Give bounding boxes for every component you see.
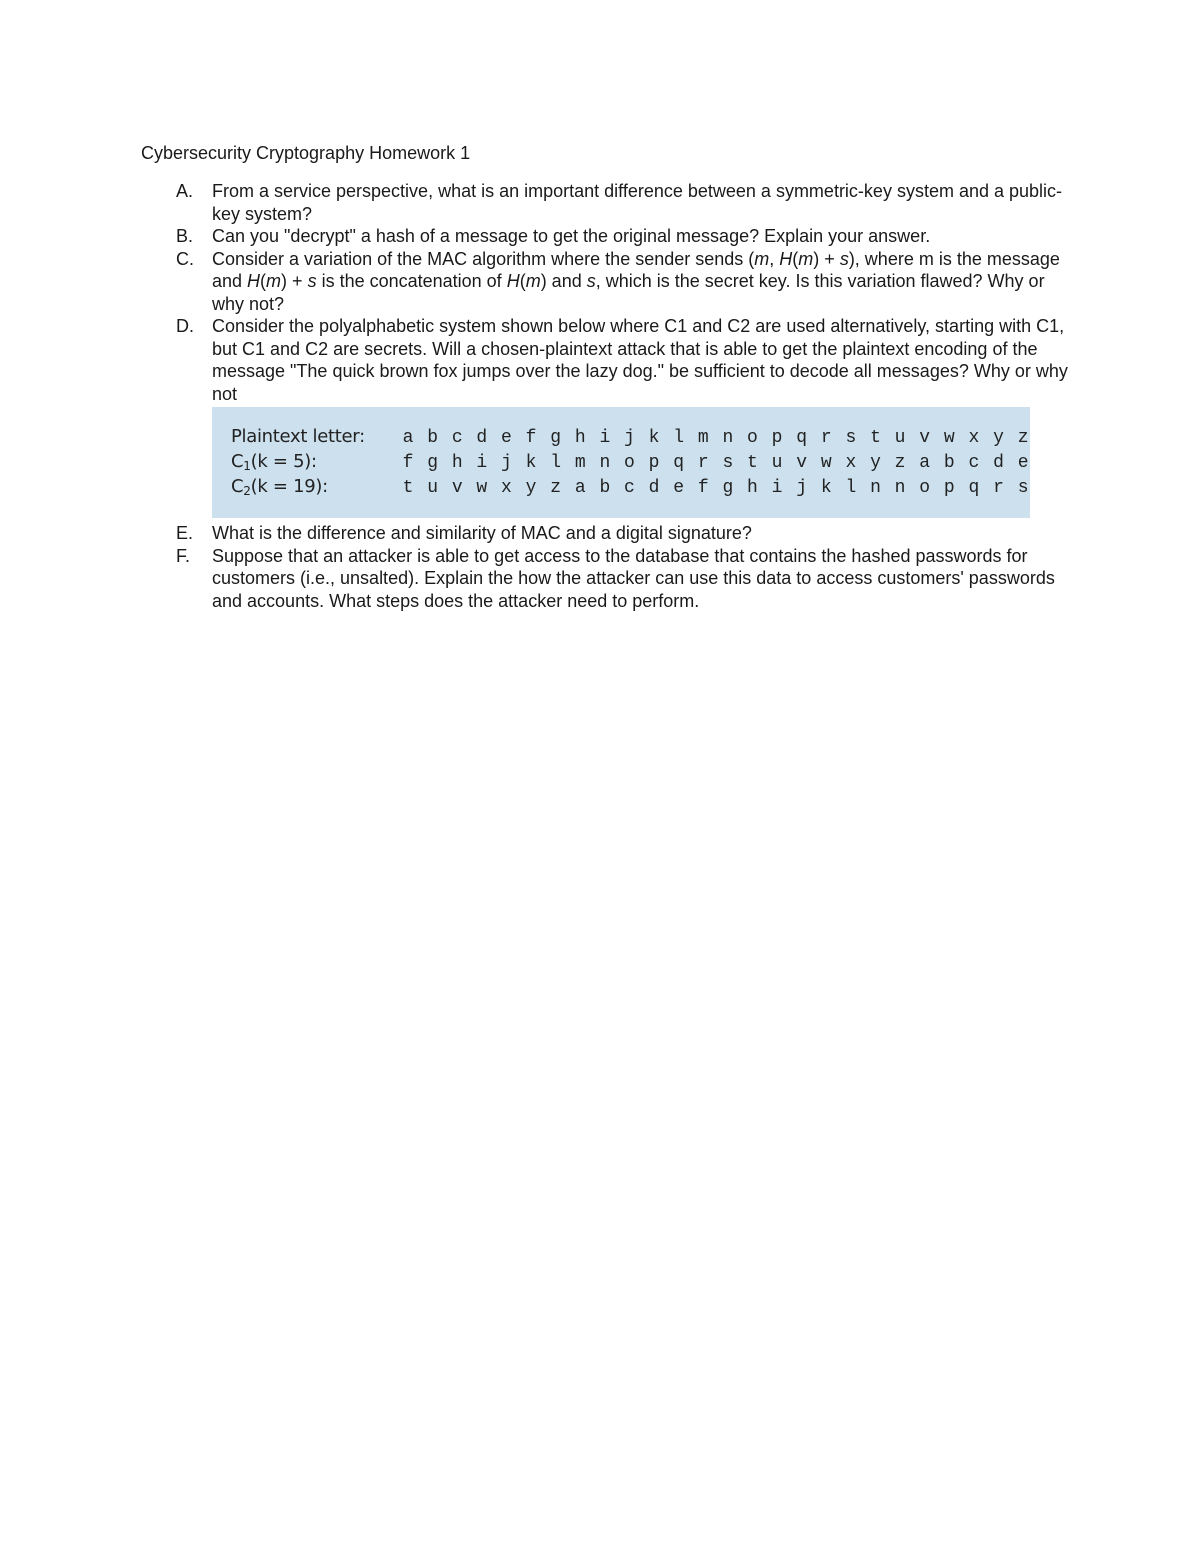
question-marker: E. xyxy=(176,523,194,543)
cipher-row-letters: f g h i j k l m n o p q r s t u v w x y z a b c d e xyxy=(402,453,1030,473)
label-text: C xyxy=(231,476,244,497)
text-run: ) + xyxy=(813,248,840,269)
text-run: ), where m is the message and xyxy=(212,248,1060,291)
question-marker: D. xyxy=(176,316,194,336)
text-run: ) + xyxy=(281,271,308,291)
text-run: ) and xyxy=(540,271,587,291)
text-run: is the concatenation of xyxy=(316,271,507,291)
question-e xyxy=(141,522,1071,545)
label-text: C xyxy=(231,451,244,472)
text-run: , which is the secret key. Is this variation flawed? Why or why not? xyxy=(212,271,1045,314)
label-text: Plaintext letter: xyxy=(231,426,365,447)
question-text: What is the difference and similarity of MAC and a digital signature? xyxy=(212,523,752,543)
question-c xyxy=(141,248,1071,316)
cipher-row-label xyxy=(231,476,403,498)
math-var: m xyxy=(798,248,814,269)
question-b xyxy=(141,225,1071,248)
label-subscript: 1 xyxy=(243,459,251,473)
text-run: ( xyxy=(260,271,267,291)
question-a xyxy=(141,180,1071,225)
cipher-row-letters: a b c d e f g h i j k l m n o p q r s t u v w x y z xyxy=(402,428,1030,448)
text-run: ( xyxy=(519,271,526,291)
text-run: Consider a variation of the MAC algorithm where the sender sends ( xyxy=(212,248,755,269)
label-text: (k = 19): xyxy=(250,476,328,497)
cipher-table xyxy=(212,407,1030,518)
cipher-row-label xyxy=(231,426,403,447)
text-run: ( xyxy=(792,248,799,269)
cipher-row-c2 xyxy=(231,476,1030,501)
question-marker: F. xyxy=(176,545,191,566)
question-text: Consider the polyalphabetic system shown below where C1 and C2 are used alternatively, starting with C1, but C1 and C2 are secrets. Will a chosen-plaintext attack that is able to get the plaintext encoding of the message "The quick brown fox jumps over the lazy dog." be sufficient to decode all messages? Why or why not xyxy=(212,316,1068,404)
cipher-row-c1 xyxy=(231,451,1030,476)
question-text: From a service perspective, what is an important difference between a symmetric-key system and a public-key system? xyxy=(212,181,1063,224)
question-text: Can you "decrypt" a hash of a message to get the original message? Explain your answer. xyxy=(212,226,931,246)
question-d xyxy=(141,315,1071,405)
question-text xyxy=(212,249,1060,314)
math-var: m xyxy=(754,248,770,269)
cipher-row-letters: t u v w x y z a b c d e f g h i j k l n n o p q r s xyxy=(402,478,1030,498)
math-var: H xyxy=(247,271,261,291)
math-var: s xyxy=(586,271,596,291)
question-list-continued xyxy=(141,522,1071,612)
label-text: (k = 5): xyxy=(250,451,317,472)
homework-page xyxy=(141,142,1071,612)
text-run: , xyxy=(769,248,780,269)
math-var: H xyxy=(506,271,520,291)
cipher-row-label xyxy=(231,451,403,473)
question-f xyxy=(141,545,1071,613)
math-var: s xyxy=(307,271,317,291)
document-title: Cybersecurity Cryptography Homework 1 xyxy=(141,143,471,163)
cipher-row-plaintext xyxy=(231,426,1030,451)
math-var: s xyxy=(839,248,849,269)
math-var: m xyxy=(266,271,282,291)
math-var: m xyxy=(525,271,541,291)
label-subscript: 2 xyxy=(243,484,251,498)
question-marker: A. xyxy=(176,181,194,201)
question-list xyxy=(141,180,1071,405)
question-marker: B. xyxy=(176,226,194,246)
question-marker: C. xyxy=(176,248,194,269)
question-text: Suppose that an attacker is able to get access to the database that contains the hashed passwords for customers (i.e., unsalted). Explain the how the attacker can use this data to access customers' passwords and accounts. What steps does the attacker need to perform. xyxy=(212,545,1055,611)
math-var: H xyxy=(779,248,793,269)
